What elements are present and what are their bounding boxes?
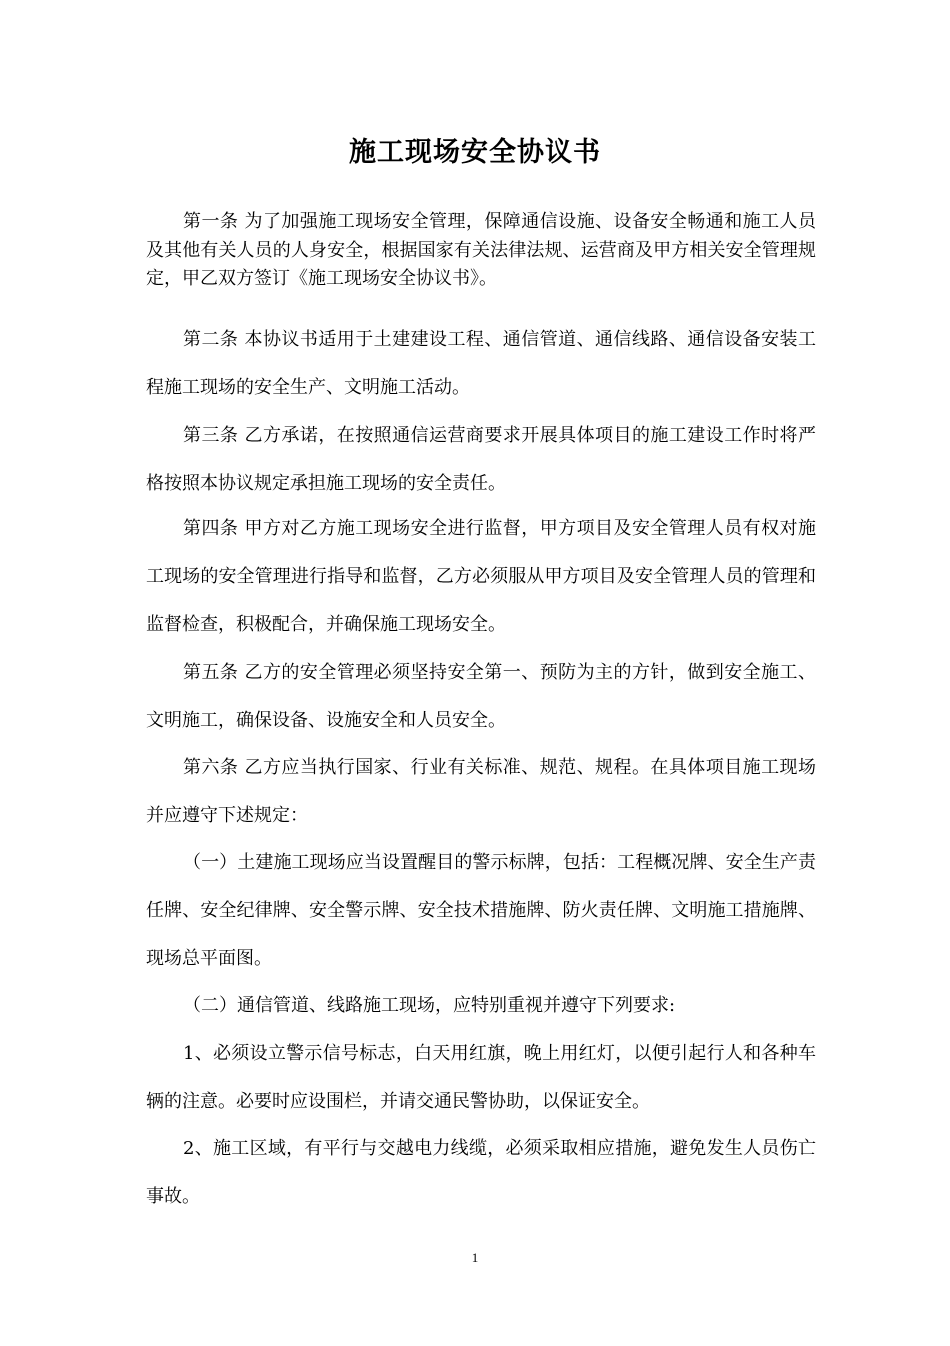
page-number: 1: [471, 1250, 479, 1265]
article-3-paragraph: 第三条 乙方承诺，在按照通信运营商要求开展具体项目的施工建设工作时将严格按照本协议规定承担施工现场的安全责任。: [146, 425, 816, 494]
item-2-paragraph: 2、施工区域，有平行与交越电力线缆，必须采取相应措施，避免发生人员伤亡事故。: [146, 1138, 816, 1207]
article-5-paragraph: 第五条 乙方的安全管理必须坚持安全第一、预防为主的方针，做到安全施工、文明施工，确保设备、设施安全和人员安全。: [146, 662, 816, 731]
article-6-paragraph: 第六条 乙方应当执行国家、行业有关标准、规范、规程。在具体项目施工现场并应遵守下述规定：: [146, 757, 816, 826]
document-title: 施工现场安全协议书: [349, 137, 601, 168]
clause-1-paragraph: （一）土建施工现场应当设置醒目的警示标牌，包括：工程概况牌、安全生产责任牌、安全纪律牌、安全警示牌、安全技术措施牌、防火责任牌、文明施工措施牌、现场总平面图。: [146, 852, 816, 969]
article-4-paragraph: 第四条 甲方对乙方施工现场安全进行监督，甲方项目及安全管理人员有权对施工现场的安全管理进行指导和监督，乙方必须服从甲方项目及安全管理人员的管理和监督检查，积极配合，并确保施工现场安全。: [146, 518, 816, 635]
article-1-paragraph: 第一条 为了加强施工现场安全管理，保障通信设施、设备安全畅通和施工人员及其他有关人员的人身安全，根据国家有关法律法规、运营商及甲方相关安全管理规定，甲乙双方签订《施工现场安全协议书》。: [146, 211, 816, 289]
item-1-paragraph: 1、必须设立警示信号标志，白天用红旗，晚上用红灯，以便引起行人和各种车辆的注意。必要时应设围栏，并请交通民警协助，以保证安全。: [146, 1043, 816, 1112]
clause-2-paragraph: （二）通信管道、线路施工现场，应特别重视并遵守下列要求:: [183, 995, 676, 1016]
article-2-paragraph: 第二条 本协议书适用于土建建设工程、通信管道、通信线路、通信设备安装工程施工现场的安全生产、文明施工活动。: [146, 329, 816, 398]
